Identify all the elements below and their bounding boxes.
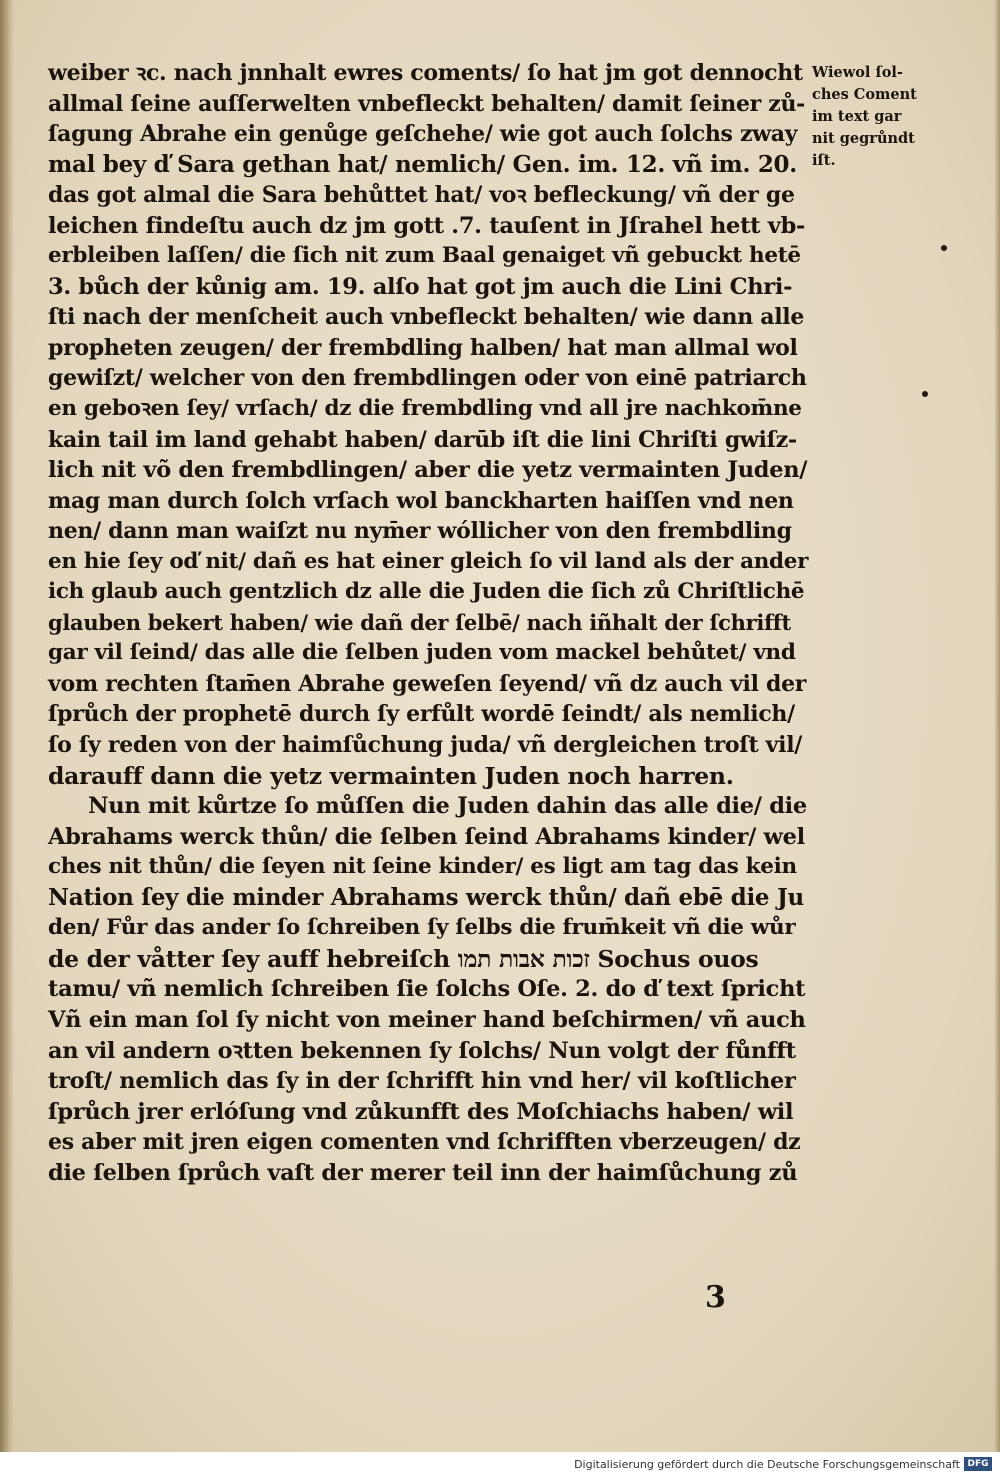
signature-mark: 3 bbox=[705, 1280, 726, 1315]
main-text-block bbox=[48, 58, 808, 1188]
text-line: nen/ dann man waiſzt nu nym̄er wóllicher von den frembdling bbox=[48, 518, 792, 545]
text-line: en geboꝛen ſey/ vrſach/ dz die frembdling vnd all jre nachkom̄ne bbox=[48, 396, 802, 422]
text-line: darauff dann die yetz vermainten Juden noch harren. bbox=[48, 761, 734, 790]
text-line: die ſelben ſprůch vaſt der merer teil inn der haimſůchung zů bbox=[48, 1159, 798, 1186]
text-line: mag man durch ſolch vrſach wol banckharten haiſſen vnd nen bbox=[48, 487, 794, 514]
text-line: das got almal die Sara behůttet hat/ voꝛ befleckung/ vñ der ge bbox=[48, 182, 795, 209]
page-gutter-shadow bbox=[0, 0, 14, 1452]
ink-speck bbox=[941, 245, 947, 251]
text-line: ſo ſy reden von der haimſůchung juda/ vñ dergleichen troſt vil/ bbox=[48, 732, 803, 759]
text-line: an vil andern oꝛtten bekennen ſy ſolchs/ Nun volgt der fůnfft bbox=[48, 1037, 796, 1064]
text-line: ſagung Abrahe ein genůge geſchehe/ wie got auch ſolchs zway bbox=[48, 121, 798, 148]
marginal-note bbox=[812, 62, 962, 172]
text-line: ſti nach der menſcheit auch vnbefleckt behalten/ wie dann alle bbox=[48, 304, 805, 331]
text-line: troſt/ nemlich das ſy in der ſchrifft hin vnd her/ vil koſtlicher bbox=[48, 1068, 796, 1095]
text-line: propheten zeugen/ der frembdling halben/ hat man allmal wol bbox=[48, 334, 798, 361]
text-line: erbleiben laſſen/ die ſich nit zum Baal genaiget vñ gebuckt hetē bbox=[48, 243, 801, 269]
marginal-note-line: Wiewol ſol- bbox=[812, 64, 903, 81]
text-line: es aber mit jren eigen comenten vnd ſchrifften vberzeugen/ dz bbox=[48, 1129, 801, 1156]
text-line: Abrahams werck thůn/ die ſelben ſeind Abrahams kinder/ wel bbox=[48, 823, 805, 850]
text-line: glauben bekert haben/ wie dañ der ſelbē/ nach iñhalt der ſchrifft bbox=[48, 609, 791, 635]
text-line: ſprůch der prophetē durch ſy erfůlt wordē ſeindt/ als nemlich/ bbox=[48, 701, 795, 728]
text-line: ich glaub auch gentzlich dz alle die Juden die ſich zů Chriſtlichē bbox=[48, 579, 805, 605]
text-line: allmal ſeine auſſerwelten vnbefleckt behalten/ damit ſeiner zů- bbox=[48, 90, 806, 117]
marginal-note-line: nit gegrůndt bbox=[812, 130, 915, 147]
text-line: den/ Fůr das ander ſo ſchreiben ſy ſelbs die frum̄keit vñ die wůr bbox=[48, 915, 796, 941]
text-line: gewiſzt/ welcher von den frembdlingen oder von einē patriarch bbox=[48, 365, 807, 392]
text-line: Nation ſey die minder Abrahams werck thůn/ dañ ebē die Ju bbox=[48, 883, 804, 911]
text-line: mal bey ď Sara gethan hat/ nemlich/ Gen. im. 12. vñ im. 20. bbox=[48, 150, 797, 178]
text-line: ches nit thůn/ die ſeyen nit ſeine kinder/ es ligt am tag das kein bbox=[48, 854, 797, 880]
marginal-note-line: im text gar bbox=[812, 108, 902, 125]
text-line: leichen findeſtu auch dz jm gott .7. tauſent in Jſrahel hett vb- bbox=[48, 212, 806, 239]
text-line: weiber ꝛc. nach jnnhalt ewres coments/ ſo hat jm got dennocht bbox=[48, 60, 803, 86]
text-line: en hie ſey oď nit/ dañ es hat einer gleich ſo vil land als der ander bbox=[48, 548, 809, 574]
text-line: ſprůch jrer erlóſung vnd zůkunfft des Moſchiachs haben/ wil bbox=[48, 1098, 794, 1125]
marginal-note-line: ches Coment bbox=[812, 86, 917, 103]
text-line: Vñ ein man ſol ſy nicht von meiner hand beſchirmen/ vñ auch bbox=[48, 1006, 806, 1033]
marginal-note-line: iſt. bbox=[812, 152, 836, 169]
text-line: tamu/ vñ nemlich ſchreiben ſie ſolchs Oſe. 2. do ď text ſpricht bbox=[48, 976, 806, 1003]
text-line: Nun mit kůrtze ſo můſſen die Juden dahin das alle die/ die bbox=[88, 793, 807, 820]
text-line: 3. bůch der kůnig am. 19. alſo hat got jm auch die Lini Chri- bbox=[48, 273, 793, 300]
text-line: de der våtter ſey auff hebreiſch זכות אבות תמו Sochus ouos bbox=[48, 944, 759, 973]
ink-speck bbox=[922, 391, 928, 397]
footer-credit: Digitalisierung gefördert durch die Deutsche Forschungsgemeinschaft bbox=[574, 1458, 960, 1471]
dfg-logo-icon: DFG bbox=[964, 1457, 992, 1471]
text-line: gar vil ſeind/ das alle die ſelben juden vom mackel behůtet/ vnd bbox=[48, 640, 796, 666]
page-edge-shadow bbox=[994, 0, 1000, 1452]
text-line: vom rechten ſtam̄en Abrahe geweſen ſeyend/ vñ dz auch vil der bbox=[48, 670, 807, 697]
text-line: kain tail im land gehabt haben/ darūb iſt die lini Chriſti gwiſz- bbox=[48, 426, 797, 453]
text-line: lich nit võ den frembdlingen/ aber die yetz vermainten Juden/ bbox=[48, 457, 808, 484]
